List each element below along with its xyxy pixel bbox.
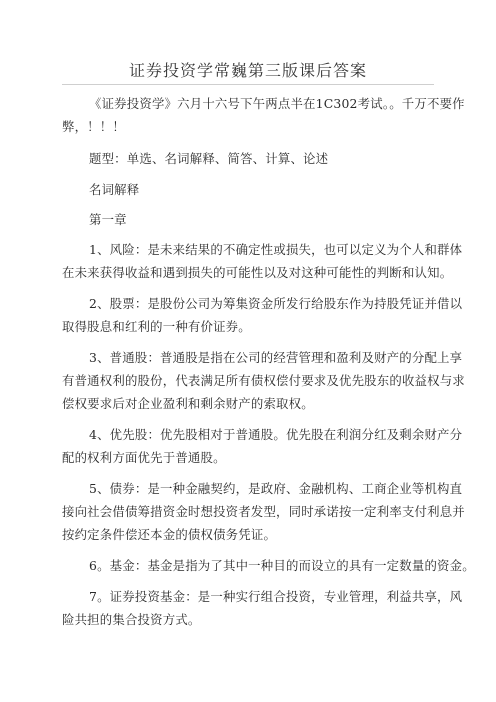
body-line: 接向社会借债筹措资金时想投资者发型，同时承诺按一定利率支付利息并 xyxy=(62,504,465,519)
body-line: 配的权利方面优先于普通股。 xyxy=(62,450,226,465)
body-line: 1、风险：是未来结果的不确定性或损失，也可以定义为个人和群体 xyxy=(89,242,463,257)
body-line: 7。证券投资基金：是一种实行组合投资，专业管理，利益共享，风 xyxy=(89,589,463,604)
body-line: 在未来获得收益和遇到损失的可能性以及对这种可能性的判断和认知。 xyxy=(62,265,453,280)
body-line: 有普通权利的股份，代表满足所有债权偿付要求及优先股东的收益权与求 xyxy=(62,373,465,388)
body-line: 3、普通股：普通股是指在公司的经营管理和盈利及财产的分配上享 xyxy=(89,350,463,365)
body-line: 2、股票：是股份公司为筹集资金所发行给股东作为持股凭证并借以 xyxy=(89,296,463,311)
body-line: 按约定条件偿还本金的债权债务凭证。 xyxy=(62,527,277,542)
body-line: 险共担的集合投资方式。 xyxy=(62,612,201,627)
body-line: 4、优先股：优先股相对于普通股。优先股在利润分红及剩余财产分 xyxy=(89,427,463,442)
body-line: 弊，！！！ xyxy=(62,119,125,134)
body-line: 偿权要求后对企业盈利和剩余财产的索取权。 xyxy=(62,396,314,411)
chapter-heading: 第一章 xyxy=(89,212,127,227)
body-line: 6。基金：基金是指为了其中一种目的而设立的具有一定数量的资金。 xyxy=(89,558,475,573)
section-heading: 名词解释 xyxy=(89,182,140,197)
body-line: 《证券投资学》六月十六号下午两点半在1C302考试。。千万不要作 xyxy=(89,96,465,111)
document-title: 证券投资学常巍第三版课后答案 xyxy=(128,61,367,80)
title-divider xyxy=(62,84,434,85)
body-line: 5、债券：是一种金融契约，是政府、金融机构、工商企业等机构直 xyxy=(89,481,463,496)
body-line: 取得股息和红利的一种有价证券。 xyxy=(62,319,251,334)
body-line: 题型：单选、名词解释、简答、计算、论述 xyxy=(89,151,329,166)
